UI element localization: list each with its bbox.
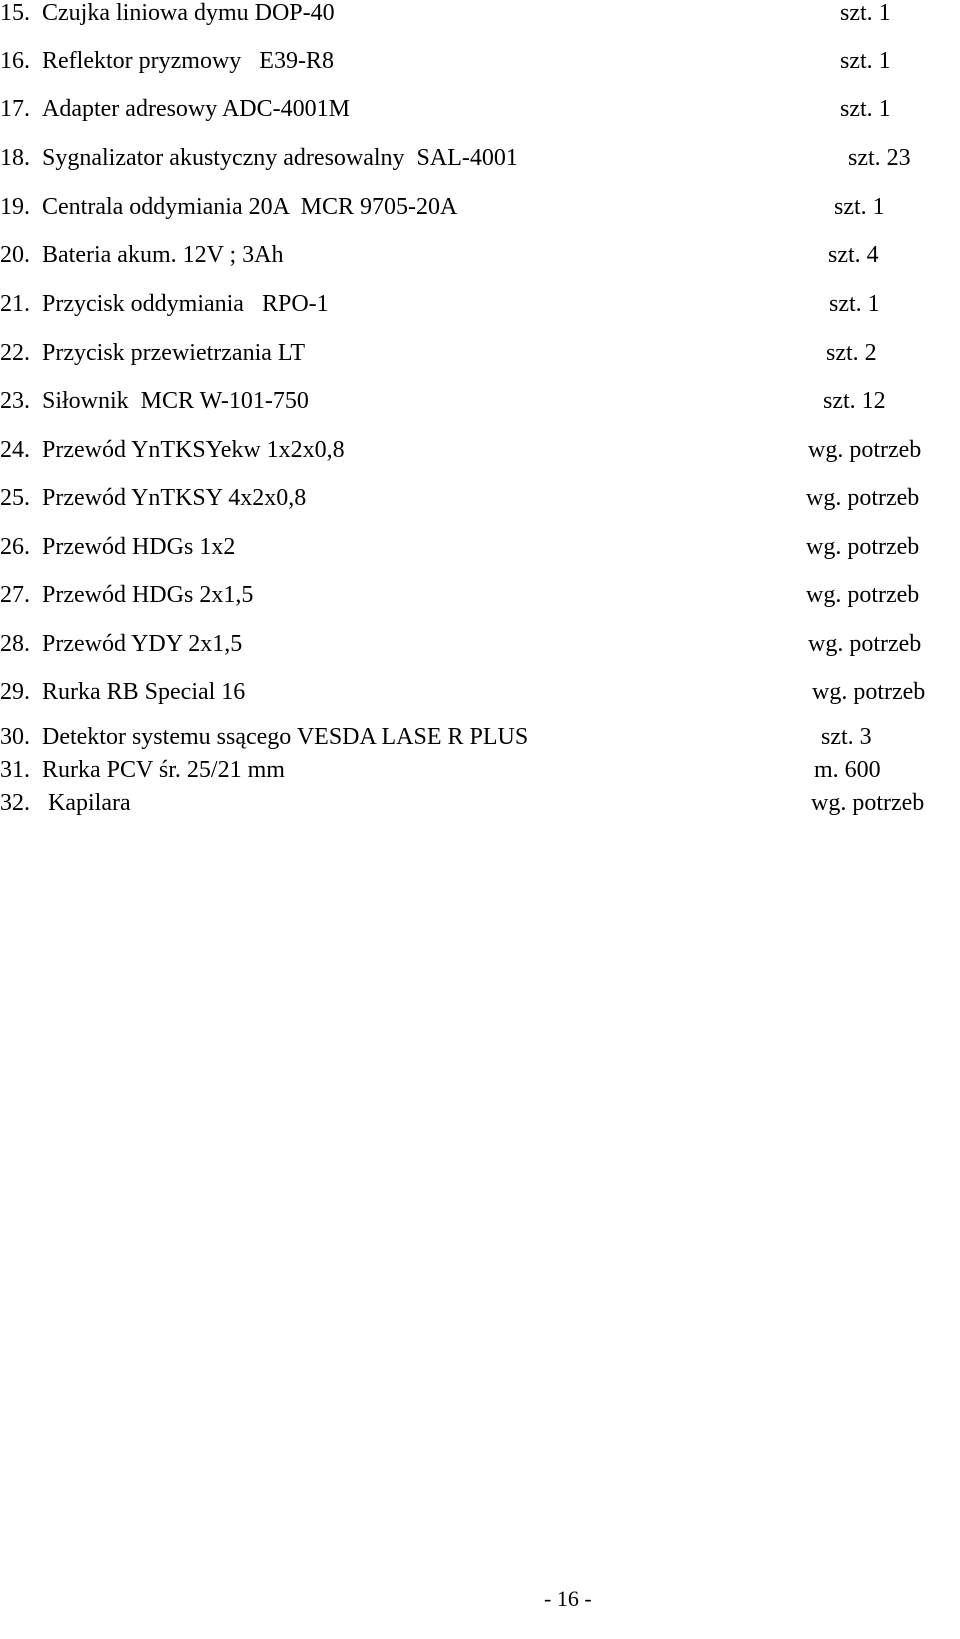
item-number: 32. [0, 790, 30, 816]
item-number: 17. [0, 96, 30, 122]
item-number: 28. [0, 631, 30, 657]
item-name: Przycisk oddymiania RPO-1 [42, 291, 329, 317]
list-item [0, 530, 960, 564]
item-quantity: wg. potrzeb [806, 534, 920, 560]
item-quantity: wg. potrzeb [808, 631, 922, 657]
item-name: Przycisk przewietrzania LT [42, 340, 306, 366]
item-quantity: szt. 1 [829, 291, 880, 317]
item-name: Adapter adresowy ADC-4001M [42, 96, 350, 122]
item-name: Detektor systemu ssącego VESDA LASE R PLUS [42, 724, 529, 750]
list-item [0, 627, 960, 661]
item-number: 27. [0, 582, 30, 608]
item-name: Sygnalizator akustyczny adresowalny SAL-4001 [42, 145, 518, 171]
item-number: 20. [0, 242, 30, 268]
item-name: Przewód HDGs 2x1,5 [42, 582, 254, 608]
item-quantity: szt. 1 [840, 48, 891, 74]
item-name: Bateria akum. 12V ; 3Ah [42, 242, 284, 268]
item-name: Kapilara [42, 790, 131, 816]
list-item [0, 786, 960, 820]
item-name: Rurka PCV śr. 25/21 mm [42, 757, 285, 783]
item-quantity: szt. 1 [834, 194, 885, 220]
item-quantity: m. 600 [814, 757, 881, 783]
item-name: Przewód YnTKSYekw 1x2x0,8 [42, 437, 345, 463]
item-number: 26. [0, 534, 30, 560]
item-number: 23. [0, 388, 30, 414]
item-quantity: szt. 4 [828, 242, 879, 268]
list-item [0, 190, 960, 224]
item-number: 15. [0, 0, 30, 26]
item-number: 31. [0, 757, 30, 783]
list-item [0, 433, 960, 467]
list-item [0, 0, 960, 30]
item-quantity: szt. 1 [840, 0, 891, 26]
list-item [0, 44, 960, 78]
list-item [0, 238, 960, 272]
list-item [0, 336, 960, 370]
item-quantity: wg. potrzeb [806, 582, 920, 608]
item-number: 21. [0, 291, 30, 317]
list-item [0, 675, 960, 709]
item-name: Czujka liniowa dymu DOP-40 [42, 0, 335, 26]
item-quantity: wg. potrzeb [806, 485, 920, 511]
item-number: 24. [0, 437, 30, 463]
item-name: Rurka RB Special 16 [42, 679, 246, 705]
item-number: 22. [0, 340, 30, 366]
page-number: - 16 - [544, 1586, 592, 1611]
list-item [0, 720, 960, 754]
list-item [0, 481, 960, 515]
list-item [0, 141, 960, 175]
list-item [0, 92, 960, 126]
item-name: Siłownik MCR W-101-750 [42, 388, 309, 414]
item-quantity: szt. 1 [840, 96, 891, 122]
item-quantity: szt. 12 [823, 388, 886, 414]
item-name: Przewód YnTKSY 4x2x0,8 [42, 485, 307, 511]
item-name: Przewód YDY 2x1,5 [42, 631, 243, 657]
item-quantity: wg. potrzeb [811, 790, 925, 816]
item-number: 19. [0, 194, 30, 220]
item-quantity: wg. potrzeb [812, 679, 926, 705]
item-quantity: szt. 23 [848, 145, 911, 171]
item-number: 16. [0, 48, 30, 74]
item-quantity: szt. 2 [826, 340, 877, 366]
item-name: Przewód HDGs 1x2 [42, 534, 236, 560]
item-quantity: wg. potrzeb [808, 437, 922, 463]
item-name: Reflektor pryzmowy E39-R8 [42, 48, 334, 74]
list-item [0, 287, 960, 321]
item-number: 25. [0, 485, 30, 511]
item-number: 30. [0, 724, 30, 750]
item-name: Centrala oddymiania 20A MCR 9705-20A [42, 194, 458, 220]
item-quantity: szt. 3 [821, 724, 872, 750]
list-item [0, 578, 960, 612]
list-item [0, 753, 960, 787]
item-number: 29. [0, 679, 30, 705]
list-item [0, 384, 960, 418]
item-number: 18. [0, 145, 30, 171]
